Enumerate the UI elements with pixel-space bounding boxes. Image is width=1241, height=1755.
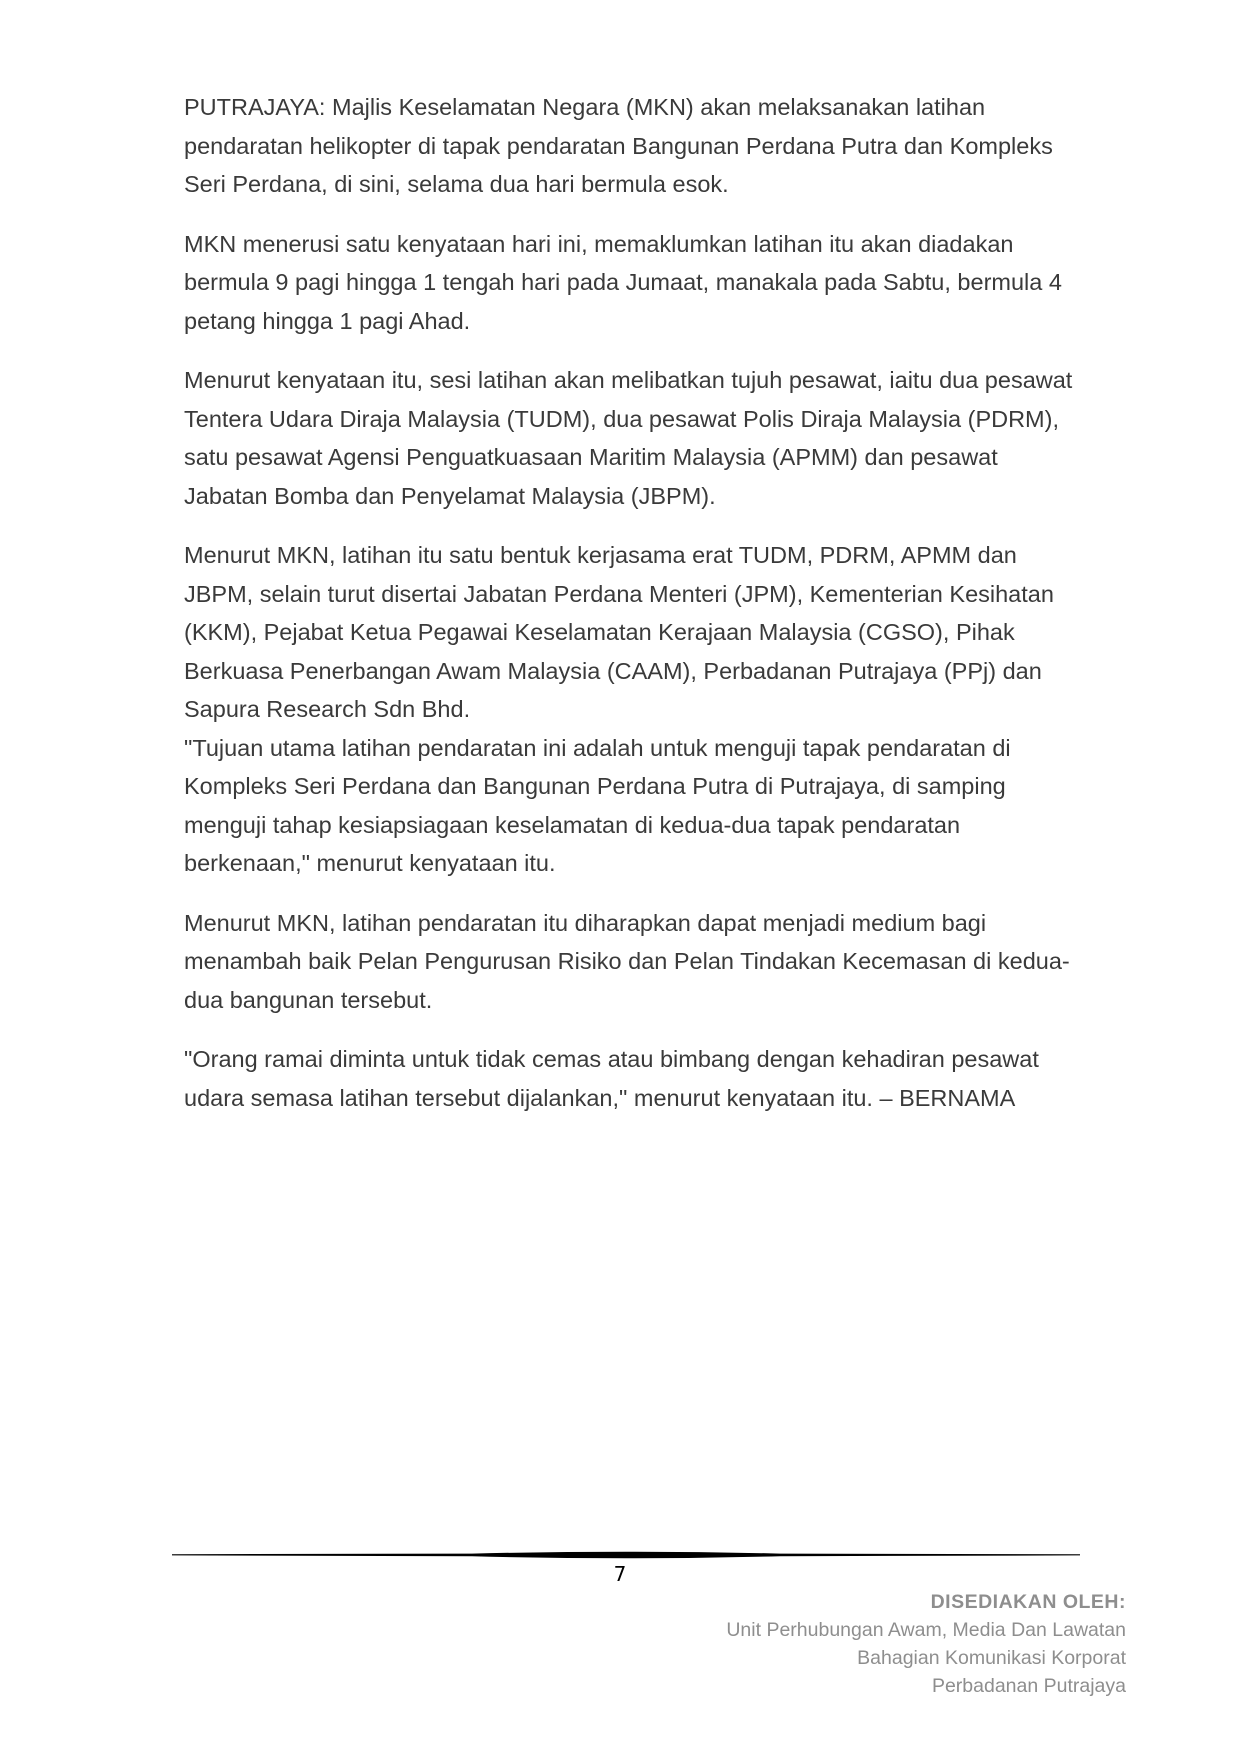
news-article: [184, 88, 1074, 1138]
article-paragraph: Menurut MKN, latihan itu satu bentuk kerjasama erat TUDM, PDRM, APMM dan JBPM, selain turut disertai Jabatan Perdana Menteri (JPM), Kementerian Kesihatan (KKM), Pejabat Ketua Pegawai Keselamatan Kerajaan Malaysia (CGSO), Pihak Berkuasa Penerbangan Awam Malaysia (CAAM), Perbadanan Putrajaya (PPj) dan Sapura Research Sdn Bhd.: [184, 542, 1054, 722]
article-paragraph: "Orang ramai diminta untuk tidak cemas atau bimbang dengan kehadiran pesawat udara semasa latihan tersebut dijalankan," menurut kenyataan itu. – BERNAMA: [184, 1046, 1039, 1111]
prepared-by-block: [726, 1588, 1126, 1700]
prepared-by-heading: DISEDIAKAN OLEH:: [930, 1591, 1126, 1613]
prepared-by-organisation: Perbadanan Putrajaya: [931, 1675, 1126, 1697]
article-paragraph: Menurut kenyataan itu, sesi latihan akan melibatkan tujuh pesawat, iaitu dua pesawat Tentera Udara Diraja Malaysia (TUDM), dua pesawat Polis Diraja Malaysia (PDRM), satu pesawat Agensi Penguatkuasaan Maritim Malaysia (APMM) dan pesawat Jabatan Bomba dan Penyelamat Malaysia (JBPM).: [184, 367, 1073, 509]
article-paragraph: PUTRAJAYA: Majlis Keselamatan Negara (MKN) akan melaksanakan latihan pendaratan helikopter di tapak pendaratan Bangunan Perdana Putra dan Kompleks Seri Perdana, di sini, selama dua hari bermula esok.: [184, 94, 1053, 197]
article-paragraph: MKN menerusi satu kenyataan hari ini, memaklumkan latihan itu akan diadakan bermula 9 pagi hingga 1 tengah hari pada Jumaat, manakala pada Sabtu, bermula 4 petang hingga 1 pagi Ahad.: [184, 230, 1062, 334]
article-paragraph: "Tujuan utama latihan pendaratan ini adalah untuk menguji tapak pendaratan di Kompleks Seri Perdana dan Bangunan Perdana Putra di Putrajaya, di samping menguji tahap kesiapsiagaan keselamatan di kedua-dua tapak pendaratan berkenaan," menurut kenyataan itu.: [184, 734, 1011, 876]
article-paragraph: Menurut MKN, latihan pendaratan itu diharapkan dapat menjadi medium bagi menambah baik Pelan Pengurusan Risiko dan Pelan Tindakan Kecemasan di kedua-dua bangunan tersebut.: [184, 909, 1070, 1013]
prepared-by-unit: Unit Perhubungan Awam, Media Dan Lawatan: [726, 1619, 1126, 1641]
prepared-by-division: Bahagian Komunikasi Korporat: [857, 1647, 1126, 1669]
page-number: 7: [613, 1562, 627, 1586]
footer-divider: [172, 1548, 1080, 1562]
